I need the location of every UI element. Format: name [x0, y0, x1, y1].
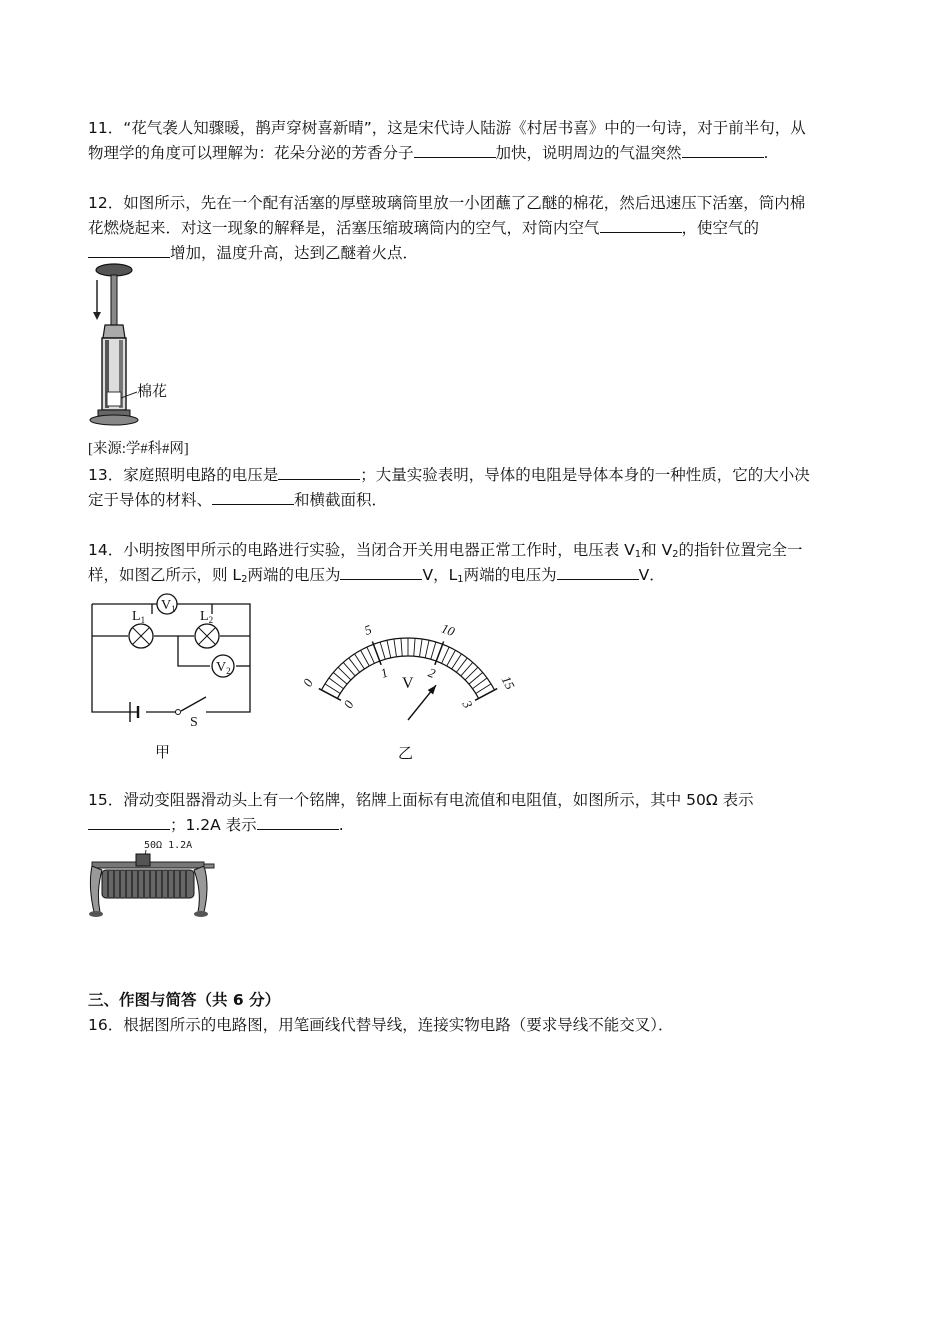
- answer-blank[interactable]: [278, 464, 360, 480]
- inner-tick-label: 3: [459, 697, 476, 711]
- dial-tick: [431, 642, 436, 659]
- outer-tick-label: 15: [498, 673, 518, 692]
- dial-tick: [475, 689, 497, 701]
- q11-line1: 11．“花气袭人知骤暖，鹊声穿树喜新晴”，这是宋代诗人陆游《村居书喜》中的一句诗，对于前半句，从: [88, 119, 806, 137]
- inner-tick-label: 2: [426, 664, 438, 681]
- dial-tick: [387, 640, 391, 658]
- dial-tick: [401, 638, 402, 656]
- q13-line1: 13．家庭照明电路的电压是 ；大量实验表明，导体的电阻是导体本身的一种性质，它的大小决: [88, 466, 810, 484]
- figure-caption-yi: 乙: [398, 744, 414, 762]
- fire-syringe-figure: [85, 262, 175, 434]
- q12-line1: 12．如图所示，先在一个配有活塞的厚壁玻璃筒里放一小团蘸了乙醚的棉花，然后迅速压下活塞，筒内棉: [88, 194, 806, 212]
- dial-tick: [476, 684, 491, 694]
- lamp-l2-label: $L_2$: [200, 609, 214, 625]
- dial-tick: [325, 684, 340, 694]
- section-title: 三、作图与简答（共 6 分）: [88, 991, 281, 1009]
- cotton-label: 棉花: [137, 382, 168, 400]
- dial-tick: [361, 650, 370, 666]
- answer-blank[interactable]: [340, 564, 422, 580]
- circuit-diagram: [86, 592, 266, 734]
- figure-caption-jia: 甲: [155, 743, 171, 761]
- q15-line1: 15．滑动变阻器滑动头上有一个铭牌，铭牌上面标有电流值和电阻值，如图所示，其中 50Ω 表示: [88, 791, 754, 809]
- voltmeter-dial: [300, 596, 530, 736]
- q12-line3: 增加，温度升高，达到乙醚着火点．: [88, 241, 418, 265]
- outer-tick-label: 0: [300, 676, 316, 690]
- dial-tick: [367, 647, 375, 663]
- source-note: [来源:学#科#网]: [88, 441, 189, 457]
- nameplate-label: 50Ω 1.2A: [144, 840, 193, 851]
- switch-label: S: [190, 715, 198, 730]
- q16-line: 16．根据图所示的电路图，用笔画线代替导线，连接实物电路（要求导线不能交叉）．: [88, 1016, 674, 1034]
- lamp-l1-label: $L_1$: [132, 609, 146, 625]
- inner-tick-label: 0: [340, 697, 357, 711]
- dial-tick: [420, 639, 423, 657]
- q11-line2: 物理学的角度可以理解为：花朵分泌的芳香分子 加快，说明周边的气温突然 .: [88, 144, 769, 162]
- q14-line2: 样，如图乙所示，则 $L_2$两端的电压为 V，$L_1$两端的电压为 V．: [88, 566, 665, 585]
- answer-blank[interactable]: [88, 814, 170, 830]
- dial-tick: [355, 654, 365, 669]
- rheostat-figure: [86, 836, 226, 920]
- dial-tick: [442, 647, 450, 663]
- inner-tick-label: 1: [378, 664, 390, 681]
- answer-blank[interactable]: [257, 814, 339, 830]
- unit-label: V: [402, 675, 414, 692]
- answer-blank[interactable]: [88, 242, 170, 258]
- dial-tick: [380, 642, 385, 659]
- svg-text:V2: $V_2$: [216, 660, 231, 676]
- dial-tick: [319, 689, 341, 701]
- dial-tick: [414, 638, 415, 656]
- q13-line2: 定于导体的材料、 和横截面积．: [88, 491, 388, 509]
- answer-blank[interactable]: [600, 217, 682, 233]
- outer-tick-label: 10: [439, 620, 457, 640]
- answer-blank[interactable]: [414, 142, 496, 158]
- answer-blank[interactable]: [212, 489, 294, 505]
- dial-tick: [452, 654, 462, 669]
- outer-tick-label: 5: [362, 621, 374, 638]
- answer-blank[interactable]: [557, 564, 639, 580]
- dial-tick: [447, 650, 456, 666]
- q12-line2: 花燃烧起来．对这一现象的解释是，活塞压缩玻璃筒内的空气，对筒内空气 ，使空气的: [88, 219, 760, 237]
- answer-blank[interactable]: [682, 142, 764, 158]
- q15-line2: ；1.2A 表示 .: [88, 813, 344, 837]
- dial-tick: [394, 639, 397, 657]
- dial-tick: [425, 640, 429, 658]
- svg-text:V1: $V_1$: [161, 598, 176, 614]
- q14-line1: 14．小明按图甲所示的电路进行实验，当闭合开关用电器正常工作时，电压表 $V_1$和 $V_2$的指针位置完全一: [88, 541, 803, 560]
